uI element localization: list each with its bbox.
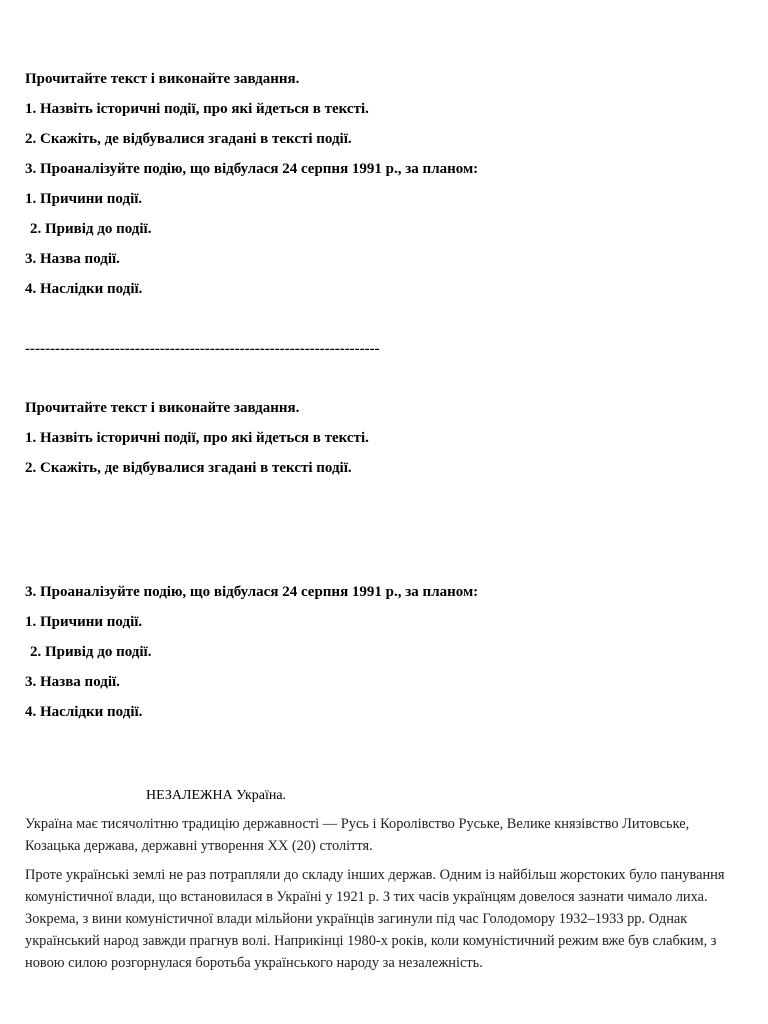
dashed-separator: -----------------------------------------------------------------------: [25, 341, 380, 357]
plan-item-4: 4. Наслідки події.: [25, 281, 143, 297]
plan-item-4: 4. Наслідки події.: [25, 704, 143, 720]
task-item-1: 1. Назвіть історичні події, про які йдеться в тексті.: [25, 101, 369, 117]
plan-item-2: 2. Привід до події.: [30, 644, 152, 660]
plan-item-2: 2. Привід до події.: [30, 221, 152, 237]
plan-item-1: 1. Причини події.: [25, 614, 143, 630]
task-item-2: 2. Скажіть, де відбувалися згадані в тексті події.: [25, 460, 352, 476]
task-item-1: 1. Назвіть історичні події, про які йдеться в тексті.: [25, 430, 369, 446]
task-item-2: 2. Скажіть, де відбувалися згадані в тексті події.: [25, 131, 352, 147]
task-item-3: 3. Проаналізуйте подію, що відбулася 24 серпня 1991 р., за планом:: [25, 584, 479, 600]
article-title: НЕЗАЛЕЖНА Україна.: [146, 788, 287, 803]
plan-item-1: 1. Причини події.: [25, 191, 143, 207]
task-item-3: 3. Проаналізуйте подію, що відбулася 24 серпня 1991 р., за планом:: [25, 161, 479, 177]
plan-item-3: 3. Назва події.: [25, 674, 120, 690]
instruction-heading: Прочитайте текст і виконайте завдання.: [25, 71, 300, 87]
instruction-heading: Прочитайте текст і виконайте завдання.: [25, 400, 300, 416]
article-paragraph-2: Проте українські землі не раз потрапляли до складу інших держав. Одним із найбільш жорстоких було панування комуністичної влади, що встановилася в Україні у 1921 р. З тих часів українцям довелося зазнати чимало лиха. Зокрема, з вини комуністичної влади мільйони українців загинули під час Голодомору 1932–1933 рр. Однак український народ завжди прагнув волі. Наприкінці 1980-х років, коли комуністичний режим вже був слабким, з новою силою розгорнулася боротьба українського народу за незалежність.: [25, 867, 725, 971]
plan-item-3: 3. Назва події.: [25, 251, 120, 267]
article-paragraph-1: Україна має тисячолітню традицію державності — Русь і Королівство Руське, Велике князівство Литовське, Козацька держава, державні утворення ХХ (20) століття.: [25, 816, 690, 854]
